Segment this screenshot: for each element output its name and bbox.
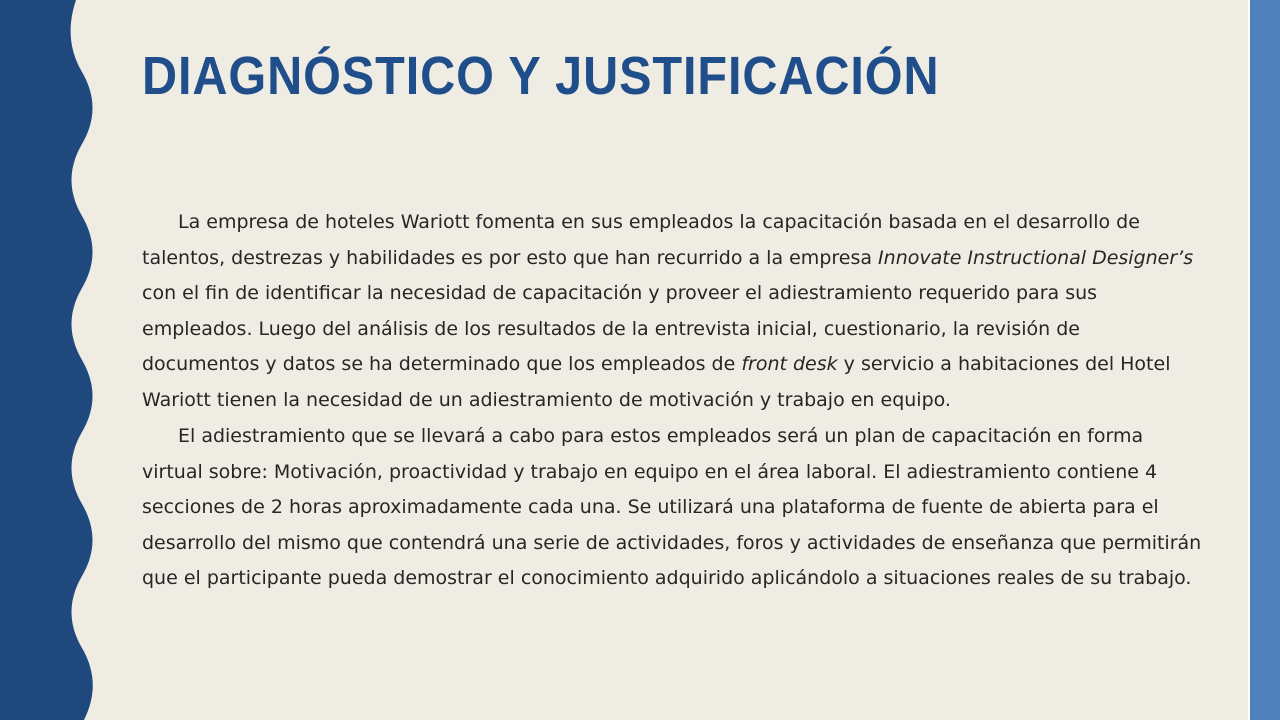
company-name-italic: Innovate Instructional Designer’s xyxy=(878,246,1194,269)
front-desk-italic: front desk xyxy=(741,353,838,375)
paragraph-justification: El adiestramiento que se llevará a cabo para estos empleados será un plan de capacitación en forma virtual sobre: Motivación, proactividad y trabajo en equipo en el área laboral. El adiestramiento contiene 4 secciones de 2 horas aproximadamente cada una. Se utilizará una plataforma de fuente de abierta para el desarrollo del mismo que contendrá una serie de actividades, foros y actividades de enseñanza que permitirán que el participante pueda demostrar el conocimiento adquirido aplicándolo a situaciones reales de su trabajo. xyxy=(142,425,1202,589)
paragraph-diagnosis-text-1: La empresa de hoteles Wariott fomenta en sus empleados la capacitación basada en el desarrollo de talentos, destrezas y habilidades es por esto que han recurrido a la empresa xyxy=(142,211,1140,269)
right-accent-band xyxy=(1250,0,1280,720)
paragraph-diagnosis xyxy=(142,205,1202,418)
slide-title: DIAGNÓSTICO Y JUSTIFICACIÓN xyxy=(142,46,940,106)
paragraph-diagnosis-text-2: con el fin de identificar la necesidad de capacitación y proveer el adiestramiento requerido para sus empleados. Luego del análisis de los resultados de la entrevista inicial, cuestionario, la revisión de documentos y datos se ha determinado que los empleados de xyxy=(142,282,1098,375)
left-wave-decoration xyxy=(0,0,100,720)
slide-body xyxy=(142,205,1202,598)
paragraph-diagnosis-text-3: y servicio a habitaciones del Hotel Wariott tienen la necesidad de un adiestramiento de motivación y trabajo en equipo. xyxy=(142,353,1171,411)
left-wave-shape xyxy=(0,0,93,720)
